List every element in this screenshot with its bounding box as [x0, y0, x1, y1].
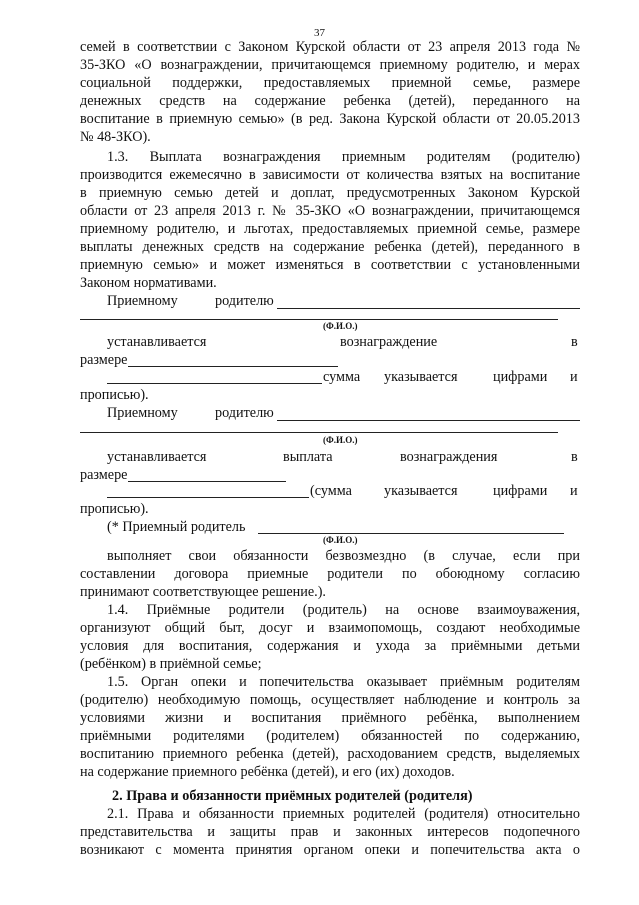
text-line: выполняет свои обязанности безвозмездно (в случае, если при — [107, 548, 580, 564]
form-label: в — [571, 334, 578, 350]
text-line: в приемную семью детей и доплат, предусмотренных Законом Курской — [80, 185, 580, 201]
form-label: устанавливается — [107, 334, 207, 350]
text-line: семей в соответствии с Законом Курской области от 23 апреля 2013 года № — [80, 39, 580, 55]
text-line: приёмными родителями (родителем) обязанностей по содержанию, — [80, 728, 580, 744]
fill-line — [80, 432, 558, 433]
form-label: сумма — [323, 369, 361, 385]
text-line: условиями жизни и воспитания приёмного ребёнка, выполнением — [80, 710, 580, 726]
form-label: выплата — [283, 449, 333, 465]
text-line: выплаты денежных средств на содержание ребенка (детей), переданного в — [80, 239, 580, 255]
text-line: приемную семью» и может изменяться в соответствии с установленными — [80, 257, 580, 273]
form-label: и — [570, 369, 578, 385]
fill-line — [107, 497, 309, 498]
text-line: воспитание в приемную семью» (в ред. Закона Курской области от 20.05.2013 — [80, 111, 580, 127]
form-label: (* Приемный родитель — [107, 519, 246, 535]
text-line: условия для воспитания, содержания и ухода за приёмными детьми — [80, 638, 580, 654]
form-label: Приемному — [107, 405, 178, 421]
text-line: 1.5. Орган опеки и попечительства оказывает приёмным родителям — [107, 674, 580, 690]
text-line: № 48-ЗКО). — [80, 129, 151, 145]
fill-line — [80, 319, 558, 320]
text-line: Законом нормативами. — [80, 275, 217, 291]
fill-line — [128, 481, 286, 482]
form-label: прописью). — [80, 387, 149, 403]
fio-caption: (Ф.И.О.) — [323, 435, 358, 445]
fill-line — [277, 308, 580, 309]
text-line: области от 23 апреля 2013 г. № 35-ЗКО «О вознаграждении, причитающемся — [80, 203, 580, 219]
form-label: цифрами — [493, 483, 548, 499]
form-label: Приемному — [107, 293, 178, 309]
text-line: воспитанию приемного ребенка (детей), расходованием средств, выделяемых — [80, 746, 580, 762]
text-line: 2.1. Права и обязанности приемных родителей (родителя) относительно — [107, 806, 580, 822]
fio-caption: (Ф.И.О.) — [323, 321, 358, 331]
form-label: родителю — [215, 405, 274, 421]
fill-line — [258, 533, 564, 534]
text-line: социальной поддержки, предоставляемых приемной семье, размере — [80, 75, 580, 91]
form-label: указывается — [384, 369, 458, 385]
text-line: составлении договора приемные родители по обоюдному согласию — [80, 566, 580, 582]
fill-line — [128, 366, 338, 367]
text-line: возникают с момента принятия органом опеки и попечительства акта о — [80, 842, 580, 858]
fill-line — [107, 383, 322, 384]
form-label: (сумма — [310, 483, 352, 499]
section-heading: 2. Права и обязанности приёмных родителей (родителя) — [112, 788, 473, 804]
text-line: на содержание приемного ребёнка (детей), и его (их) доходов. — [80, 764, 455, 780]
form-label: устанавливается — [107, 449, 207, 465]
text-line: (ребёнком) в приёмной семье; — [80, 656, 262, 672]
text-line: 1.3. Выплата вознаграждения приемным родителям (родителю) — [107, 149, 580, 165]
text-line: организуют общий быт, досуг и взаимопомощь, создают необходимые — [80, 620, 580, 636]
text-line: принимают соответствующее решение.). — [80, 584, 326, 600]
fill-line — [277, 420, 580, 421]
form-label: родителю — [215, 293, 274, 309]
form-label: и — [570, 483, 578, 499]
fio-caption: (Ф.И.О.) — [323, 535, 358, 545]
form-label: прописью). — [80, 501, 149, 517]
text-line: 1.4. Приёмные родители (родитель) на основе взаимоуважения, — [107, 602, 580, 618]
form-label: цифрами — [493, 369, 548, 385]
form-label: вознаграждение — [340, 334, 438, 350]
form-label: указывается — [384, 483, 458, 499]
page-number: 37 — [314, 27, 325, 39]
text-line: приемному родителю, и льготах, предоставляемых приемной семье, размере — [80, 221, 580, 237]
text-line: представительства и защиты прав и законных интересов подопечного — [80, 824, 580, 840]
text-line: денежных средств на содержание ребенка (детей), переданного на — [80, 93, 580, 109]
form-label: в — [571, 449, 578, 465]
form-label: вознаграждения — [400, 449, 498, 465]
text-line: (родителю) необходимую помощь, осуществляет наблюдение и контроль за — [80, 692, 580, 708]
form-label: размере — [80, 467, 128, 483]
form-label: размере — [80, 352, 128, 368]
text-line: производится ежемесячно в зависимости от количества взятых на воспитание — [80, 167, 580, 183]
text-line: 35-ЗКО «О вознаграждении, причитающемся приемному родителю, и мерах — [80, 57, 580, 73]
